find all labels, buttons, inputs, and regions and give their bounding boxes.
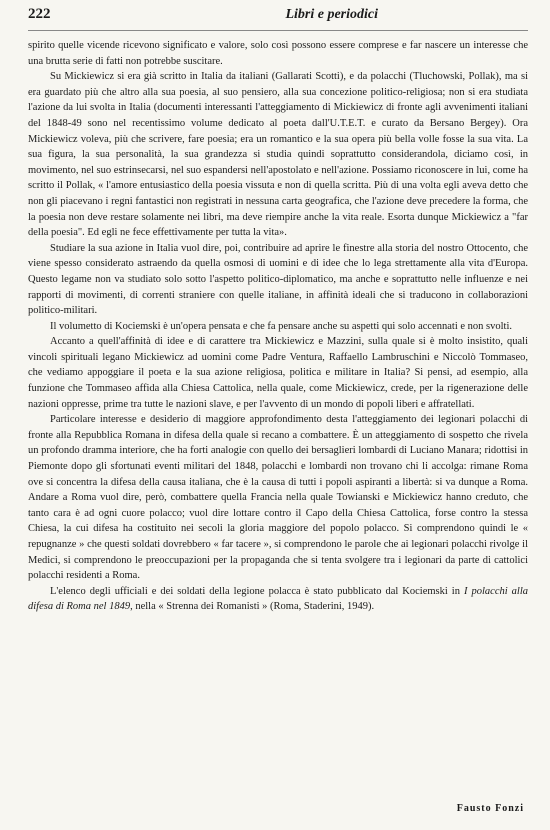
paragraph: Particolare interesse e desiderio di maggiore approfondimento desta l'atteggiamento dei legionari polacchi di fronte alla Repubblica Romana in difesa della quale si recano a combattere. È un atteggiamento di sospetto che rivela un profondo dramma interiore, che ha forti analogie con quello dei bersaglieri lombardi di Luciano Manara; ridottisi in Piemonte dopo gli sfortunati eventi militari del 1848, polacchi e lombardi non trovano chi li accolga: rimane Roma ove si concentra la difesa della causa italiana, che è la causa di tutti i popoli aspiranti a libertà: si va dunque a Roma. Andare a Roma vuol dire, però, combattere quella Francia nella quale Towianski e Mickiewicz hanno creduto, che tanto cara è ad ogni cuore polacco; vuol dire lottare contro il Capo della Chiesa Cattolica, forse contro la stessa Chiesa, la cui difesa ha costituito nei secoli la gloria maggiore del popolo polacco. Si comprendono quindi le « repugnanze » che questi soldati dovrebbero « far tacere », si comprendono le parole che ai legionari polacchi rivolge il Medici, si comprendono le preoccupazioni per la propaganda che si tenta svolgere tra i legionari da parte di cattolici polacchi residenti a Roma. <box>28 414 528 582</box>
author-signature: Fausto Fonzi <box>456 803 524 814</box>
paragraph: Studiare la sua azione in Italia vuol dire, poi, contribuire ad aprire le finestre alla storia del nostro Ottocento, che viene spesso considerato astraendo da quella osmosi di uomini e di idee che lo lega strettamente alla vita d'Europa. Questo legame non va studiato solo sotto l'aspetto politico-diplomatico, ma anche e soprattutto nelle influenze e nei rapporti di movimenti, di correnti straniere con quelle italiane, in affinità ideali che si traducono in collaborazioni politico-militari. <box>28 242 528 317</box>
paragraph: Su Mickiewicz si era già scritto in Italia da italiani (Gallarati Scotti), e da polacchi (Tluchowski, Pollak), ma si era guardato più che altro alla sua poesia, al suo pensiero, alla sua concezione politico-religiosa; non si era studiata l'azione da lui svolta in Italia (documenti interessanti l'atteggiamento di Mickiewicz di fronte agli avvenimenti italiani del 1848-49 sono nel recentissimo volume dedicato al poeta dall'U.T.E.T. e curato da Bersano Bergey). Ora Mickiewicz voleva, più che scrivere, fare poesia; era un romantico e la sua opera più bella volle fosse la sua vita. La sua figura, la sua personalità, la sua grandezza si studia quindi soprattutto considerandola, diciamo così, in movimento, nel suo estrinsecarsi, nel suo espandersi nell'apostolato e nell'azione. Possiamo riconoscere in lui, come ha scritto il Pollak, « l'amore entusiastico della poesia vissuta e non di quella scritta. Più di una volta egli aveva detto che non gli piacevano i regni fantastici non registrati in nessuna carta geografica, che l'azione deve precedere la forma, che la poesia non deve restare solamente nei libri, ma deve riempire anche la vita reale. Esorta dunque Mickiewicz a "far della poesia". Ed egli ne fece effettivamente per tutta la vita». <box>28 71 528 239</box>
page-number: 222 <box>28 6 51 22</box>
paragraph: Accanto a quell'affinità di idee e di carattere tra Mickiewicz e Mazzini, sulla quale si è molto insistito, quali vincoli spirituali legano Mickiewicz ad uomini come Padre Ventura, Raffaello Lambruschini e Niccolò Tommaseo, che vediamo appoggiare il poeta e la sua azione religiosa, politica e militare in Italia? Si pensi, ad esempio, alla funzione che Tommaseo affida alla Chiesa Cattolica, nella quale, come Mickiewicz, crede, per la rigenerazione delle nazioni oppresse, prime tra tutte le nazioni slave, e per l'avvento di un mondo di popoli liberi e affratellati. <box>28 336 528 410</box>
final-paragraph-end: , nella « Strenna dei Romanisti » (Roma, Staderini, 1949). <box>130 601 375 613</box>
running-header <box>28 6 528 31</box>
review-text <box>28 38 528 615</box>
paragraph: Il volumetto di Kociemski è un'opera pensata e che fa pensare anche su aspetti qui solo accennati e non svolti. <box>50 320 512 332</box>
paragraph: spirito quelle vicende ricevono significato e valore, solo così possono essere comprese e far nascere un interesse che una brutta serie di fatti non potrebbe suscitare. <box>28 40 528 67</box>
book-title: I polacchi alla difesa di Roma nel 1849 <box>28 585 528 613</box>
running-title: Libri e periodici <box>285 7 378 22</box>
final-paragraph-start: L'elenco degli ufficiali e dei soldati della legione polacca è stato pubblicato dal Kociemski in <box>50 585 464 597</box>
final-paragraph <box>28 584 528 615</box>
